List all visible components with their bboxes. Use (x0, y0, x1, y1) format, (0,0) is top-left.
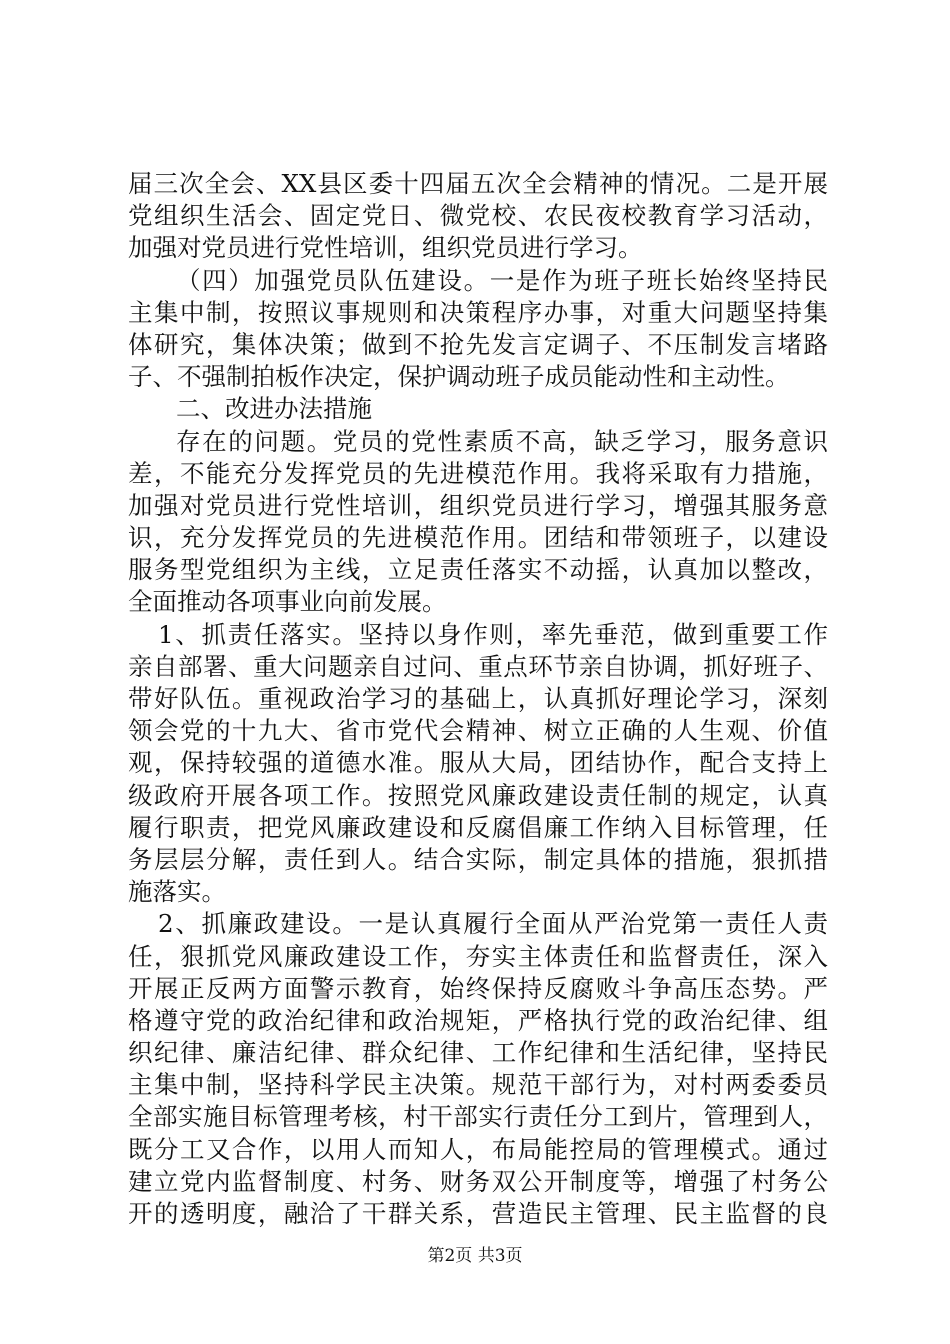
text-line: 开展正反两方面警示教育，始终保持反腐败斗争高压态势。严 (128, 973, 828, 1003)
text-line: 二、改进办法措施 (176, 394, 372, 424)
text-line: 建立党内监督制度、村务、财务双公开制度等，增强了村务公 (128, 1166, 828, 1196)
text-line: 1、抓责任落实。坚持以身作则，率先垂范，做到重要工作 (158, 619, 828, 649)
text-line: 届三次全会、XX县区委十四届五次全会精神的情况。二是开展 (128, 169, 828, 198)
text-line: 领会党的十九大、省市党代会精神、树立正确的人生观、价值 (128, 716, 828, 746)
text-line: 加强对党员进行党性培训，组织党员进行学习，增强其服务意 (128, 490, 828, 520)
document-body (128, 168, 828, 1230)
text-line: 全部实施目标管理考核，村干部实行责任分工到片，管理到人， (128, 1102, 828, 1132)
text-line: 带好队伍。重视政治学习的基础上，认真抓好理论学习，深刻 (128, 684, 828, 713)
text-line: 加强对党员进行党性培训，组织党员进行学习。 (128, 233, 643, 263)
text-line: 差，不能充分发挥党员的先进模范作用。我将采取有力措施， (128, 458, 828, 488)
text-line: 子、不强制拍板作决定，保护调动班子成员能动性和主动性。 (128, 362, 790, 392)
text-line: 服务型党组织为主线，立足责任落实不动摇，认真加以整改， (128, 555, 828, 585)
text-line: 履行职责，把党风廉政建设和反腐倡廉工作纳入目标管理，任 (128, 812, 828, 842)
text-line: 开的透明度，融洽了干群关系，营造民主管理、民主监督的良 (128, 1199, 828, 1228)
text-line: 全面推动各项事业向前发展。 (128, 587, 447, 617)
page-number-footer: 第2页 共3页 (427, 1246, 523, 1266)
text-line: 织纪律、廉洁纪律、群众纪律、工作纪律和生活纪律，坚持民 (128, 1038, 828, 1068)
text-line: 存在的问题。党员的党性素质不高，缺乏学习，服务意识 (176, 426, 828, 456)
text-line: 党组织生活会、固定党日、微党校、农民夜校教育学习活动， (128, 201, 828, 231)
text-line: 任，狠抓党风廉政建设工作，夯实主体责任和监督责任，深入 (128, 941, 828, 971)
text-line: 施落实。 (128, 877, 226, 907)
text-line: 主集中制，坚持科学民主决策。规范干部行为，对村两委委员 (128, 1070, 828, 1100)
text-line: 亲自部署、重大问题亲自过问、重点环节亲自协调，抓好班子、 (128, 651, 828, 681)
text-line: （四）加强党员队伍建设。一是作为班子班长始终坚持民 (176, 265, 828, 295)
text-line: 格遵守党的政治纪律和政治规矩，严格执行党的政治纪律、组 (128, 1005, 828, 1035)
text-line: 级政府开展各项工作。按照党风廉政建设责任制的规定，认真 (128, 780, 828, 810)
text-line: 观，保持较强的道德水准。服从大局，团结协作，配合支持上 (128, 748, 828, 778)
text-line: 体研究，集体决策；做到不抢先发言定调子、不压制发言堵路 (128, 329, 828, 359)
text-line: 既分工又合作，以用人而知人，布局能控局的管理模式。通过 (128, 1134, 828, 1164)
text-line: 2、抓廉政建设。一是认真履行全面从严治党第一责任人责 (158, 909, 828, 939)
text-line: 主集中制，按照议事规则和决策程序办事，对重大问题坚持集 (128, 297, 828, 327)
text-line: 识，充分发挥党员的先进模范作用。团结和带领班子，以建设 (128, 523, 828, 553)
text-line: 务层层分解，责任到人。结合实际，制定具体的措施，狠抓措 (128, 844, 828, 874)
